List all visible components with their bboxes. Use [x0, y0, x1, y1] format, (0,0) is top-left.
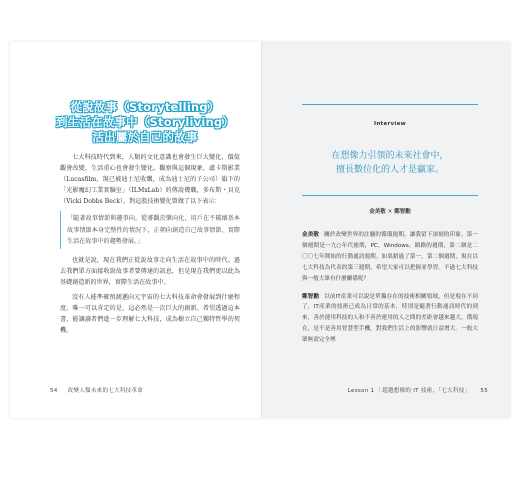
- paragraph-3: 沒有人能準確預測邁向元宇宙的七大科技革命會發展到什麼程度，唯一可以肯定的是，這必然是一次巨大的創新。希望透過這本書，能讓讀者們進一步理解七大科技，成為樹立自己獨特哲學的契機。: [60, 294, 240, 335]
- speakers-line: 金美敬 ✕ 鄭智勳: [369, 209, 411, 215]
- interview-label: Interview: [373, 121, 406, 127]
- left-body-text: [60, 152, 240, 340]
- intro-line-2: 擅長數位化的人才是贏家。: [335, 165, 444, 175]
- book-spread: [10, 42, 510, 418]
- running-title: Lesson 1 ｜超越想像的 IT 技術，「七大科技」: [347, 388, 471, 394]
- speaker-name: 鄭智勳: [302, 293, 320, 300]
- dialogue-body: 關於改變世界的註騷的循環週期，讓我留下深刻的印象。第一個週期是一九○年代後期，PC、Windows、網路的週期，第二個是二〇〇七年開始的行動通訊週期。如果錯過了第一、第二個週期，現在以七大科技為代表的第三週期，希望大家可以把握並學習。不過七大科技與一般大眾有什麼關係呢？: [302, 232, 478, 282]
- right-folio: [348, 386, 488, 394]
- quote-text: 「隨著故事情節與趣事向，從審觀於樂向化，用戶在不破壞基本故事情節本身完整性的情況下，正朝向創造自己故事情節，實際生活在故事中的趨勢發展。」: [67, 215, 240, 245]
- pull-quote: [60, 211, 240, 248]
- intro-question: [302, 149, 478, 177]
- running-title: 改變人類未來的七大科技革命: [67, 388, 144, 394]
- page-number: 54: [50, 388, 58, 394]
- dialogue-text: [302, 230, 478, 353]
- left-page: [10, 42, 262, 418]
- page-number: 55: [480, 388, 488, 394]
- chapter-headline: [50, 100, 240, 145]
- headline-line-2: 到生活在故事中（Storyliving）: [55, 115, 235, 129]
- right-page: [262, 42, 510, 418]
- middle-rule: [302, 195, 478, 196]
- top-rule: [302, 104, 478, 105]
- paragraph-1: 七大科技時代到來，人類的文化意識也會發生巨大變化，價值觀會改變，生活重心也會發生變化。觀察與這個現象，盧卡斯影業（Lucasfilm，現已被迪士尼收購，成為迪士尼的子公司）旗下的「光影魔幻工業實驗室」（ILMxLab）的傳說幾職，多布斯・貝克（Vicki Dobbs Beck），對這股技術變化曾做了以下表示：: [60, 154, 240, 206]
- headline-line-3: 活出屬於自己的故事: [92, 130, 198, 144]
- dialogue-entry: [302, 230, 478, 285]
- intro-line-1: 在想像力引領的未來社會中，: [331, 151, 449, 161]
- headline-line-1: 從說故事（Storytelling）: [70, 100, 220, 114]
- paragraph-2: 也就是說，現在我們正從說故事走向生活在故事中的時代。過去我們單方面接收說故事者要傳達的訊息，但是現在我們更以此為基礎創造新的世界，實際生活在故事中。: [60, 256, 240, 286]
- dialogue-body: 以前IT產業可以說是單獨存在的技術相關領域，但是現在不同了，IT產業的技術已成為日常的基本，特別是隨著行動通訊時代的到來，善於運用科技的人和不善於運用的人之間的差距會越來越大。俄現在，是不是善用智慧型手機，對我們生活上的影響就日益增大。一般大眾無需完全理: [302, 293, 478, 344]
- left-folio: [50, 386, 143, 394]
- speaker-name: 金美敬: [302, 232, 320, 238]
- dialogue-entry: [302, 292, 478, 347]
